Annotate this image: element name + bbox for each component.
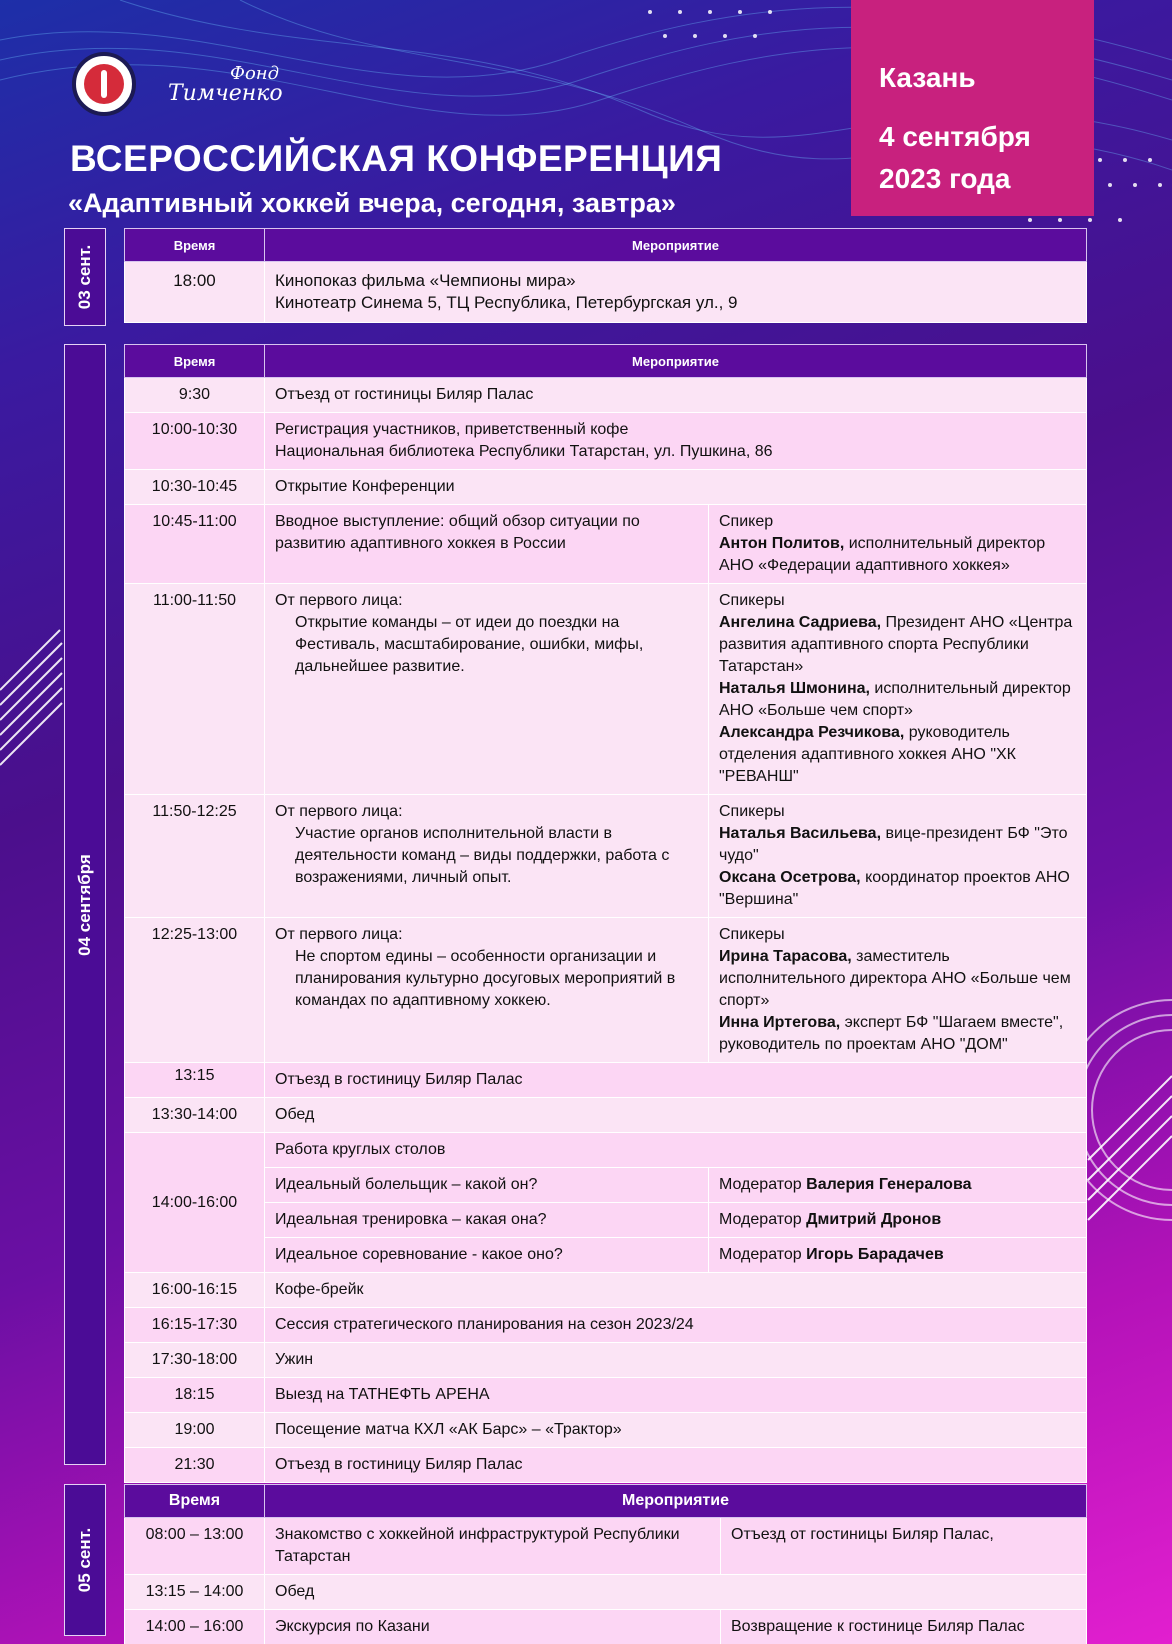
table-row: 16:00-16:15 Кофе-брейк (125, 1273, 1087, 1308)
table-row: Идеальная тренировка – какая она? Модератор Дмитрий Дронов (125, 1203, 1087, 1238)
table-row: 10:00-10:30 Регистрация участников, приветственный кофе Национальная библиотека Республики Татарстан, ул. Пушкина, 86 (125, 413, 1087, 470)
day-label-03: 03 сент. (64, 228, 106, 326)
table-row: 13:30-14:00 Обед (125, 1098, 1087, 1133)
date-line-1: 4 сентября (879, 121, 1031, 152)
day-label-05: 05 сент. (64, 1484, 106, 1636)
col-time-header: Время (125, 229, 265, 262)
day2-table: Время Мероприятие 9:30 Отъезд от гостиницы Биляр Палас 10:00-10:30 Регистрация участников, приветственный кофе Национальная библиотека Республики Татарстан, ул. Пушкина, 86 10:30-10:45 Открытие Конференции 10:45-11:00 Вводное выступление: общий обзор ситуации по развитию адаптивного хоккея в России Спикер Антон Политов, исполнительный директор АНО «Федерации адаптивного хоккея» 11:00-11:50 От первого лица: Открытие команды – от идеи до поездки на Фестиваль, масштабирование, ошибки, мифы, дальнейшее развитие. Спикеры Ангелина Садриева, Президент АНО «Центра развития адаптивного спорта Республики Татарстан» Наталья Шмонина, исполнительный директор АНО «Больше чем спорт» Александра Резчикова, руководитель отделения адаптивного хоккея АНО "ХК "РЕВАНШ" 11:50-12:25 От первого лица: Участие органов исполнительной власти в деятельности команд – виды поддержки, работа с возражениями, личный опыт. Спикеры Наталья Васильева, вице-президент БФ "Это чудо" Оксана Осетрова, координатор проектов АНО "Вершина" 12:25-13:00 От первого лица: Не спортом едины – особенности организации и планирования культурно досуговых мероприятий в командах по адаптивному хоккею. Спикеры Ирина Тарасова, заместитель исполнительного директора АНО «Больше чем спорт» Инна Иртегова, эксперт БФ "Шагаем вместе", руководитель по проектам АНО "ДОМ" 13:15 Отъезд в гостиницу Биляр Палас 13:30-14:00 Обед 14:00-16:00 Работа круглых столов Идеальный болельщик – какой он? Модератор Валерия Генералова Идеальная тренировка – какая она? Модератор Дмитрий Дронов Идеальное соревнование - какое оно? Модератор Игорь Барадачев 16:00-16:15 Кофе-брейк 16:15-17:30 Сессия стратегического планирования на сезон 2023/24 17:30-18:00 Ужин 18:15 Выезд на ТАТНЕФТЬ АРЕНА 19:00 Посещение матча КХЛ «АК Барс» – «Трактор» 21:30 Отъезд в гостиницу Биляр Палас (124, 344, 1087, 1483)
table-row: 12:25-13:00 От первого лица: Не спортом едины – особенности организации и планирования культурно досуговых мероприятий в командах по адаптивному хоккею. Спикеры Ирина Тарасова, заместитель исполнительного директора АНО «Больше чем спорт» Инна Иртегова, эксперт БФ "Шагаем вместе", руководитель по проектам АНО "ДОМ" (125, 918, 1087, 1063)
table-row: 13:15 Отъезд в гостиницу Биляр Палас (125, 1063, 1087, 1098)
city-date-box (851, 0, 1094, 216)
federation-logo (72, 52, 136, 116)
day3-table: Время Мероприятие 08:00 – 13:00 Знакомство с хоккейной инфраструктурой Республики Татарстан Отъезд от гостиницы Биляр Палас, 13:15 – 14:00 Обед 14:00 – 16:00 Экскурсия по Казани Возвращение к гостинице Биляр Палас (124, 1484, 1087, 1644)
table-row: 11:00-11:50 От первого лица: Открытие команды – от идеи до поездки на Фестиваль, масштабирование, ошибки, мифы, дальнейшее развитие. Спикеры Ангелина Садриева, Президент АНО «Центра развития адаптивного спорта Республики Татарстан» Наталья Шмонина, исполнительный директор АНО «Больше чем спорт» Александра Резчикова, руководитель отделения адаптивного хоккея АНО "ХК "РЕВАНШ" (125, 584, 1087, 795)
table-row: 10:45-11:00 Вводное выступление: общий обзор ситуации по развитию адаптивного хоккея в России Спикер Антон Политов, исполнительный директор АНО «Федерации адаптивного хоккея» (125, 505, 1087, 584)
col-event-header: Мероприятие (265, 229, 1087, 262)
table-row: 18:00 Кинопоказ фильма «Чемпионы мира» Кинотеатр Синема 5, ТЦ Республика, Петербургская ул., 9 (125, 262, 1087, 323)
table-row: Идеальное соревнование - какое оно? Модератор Игорь Барадачев (125, 1238, 1087, 1273)
logos (72, 52, 283, 116)
table-row: Идеальный болельщик – какой он? Модератор Валерия Генералова (125, 1168, 1087, 1203)
table-row: 11:50-12:25 От первого лица: Участие органов исполнительной власти в деятельности команд – виды поддержки, работа с возражениями, личный опыт. Спикеры Наталья Васильева, вице-президент БФ "Это чудо" Оксана Осетрова, координатор проектов АНО "Вершина" (125, 795, 1087, 918)
table-row: 21:30 Отъезд в гостиницу Биляр Палас (125, 1448, 1087, 1483)
table-row: 13:15 – 14:00 Обед (125, 1575, 1087, 1610)
day1-table (124, 228, 1087, 323)
date-line-2: 2023 года (879, 163, 1011, 194)
table-row: 08:00 – 13:00 Знакомство с хоккейной инфраструктурой Республики Татарстан Отъезд от гостиницы Биляр Палас, (125, 1518, 1087, 1575)
timchenko-logo: Фонд Тимченко (168, 63, 283, 106)
table-row: 16:15-17:30 Сессия стратегического планирования на сезон 2023/24 (125, 1308, 1087, 1343)
table-row: 18:15 Выезд на ТАТНЕФТЬ АРЕНА (125, 1378, 1087, 1413)
table-row: 9:30 Отъезд от гостиницы Биляр Палас (125, 378, 1087, 413)
table-row: 19:00 Посещение матча КХЛ «АК Барс» – «Трактор» (125, 1413, 1087, 1448)
table-row: 14:00-16:00 Работа круглых столов (125, 1133, 1087, 1168)
table-row: 17:30-18:00 Ужин (125, 1343, 1087, 1378)
day-label-04: 04 сентября (64, 344, 106, 1465)
city: Казань (879, 62, 976, 93)
table-row: 10:30-10:45 Открытие Конференции (125, 470, 1087, 505)
page-title: ВСЕРОССИЙСКАЯ КОНФЕРЕНЦИЯ (70, 138, 723, 179)
page-subtitle: «Адаптивный хоккей вчера, сегодня, завтра» (68, 188, 676, 218)
table-row: 14:00 – 16:00 Экскурсия по Казани Возвращение к гостинице Биляр Палас (125, 1610, 1087, 1644)
